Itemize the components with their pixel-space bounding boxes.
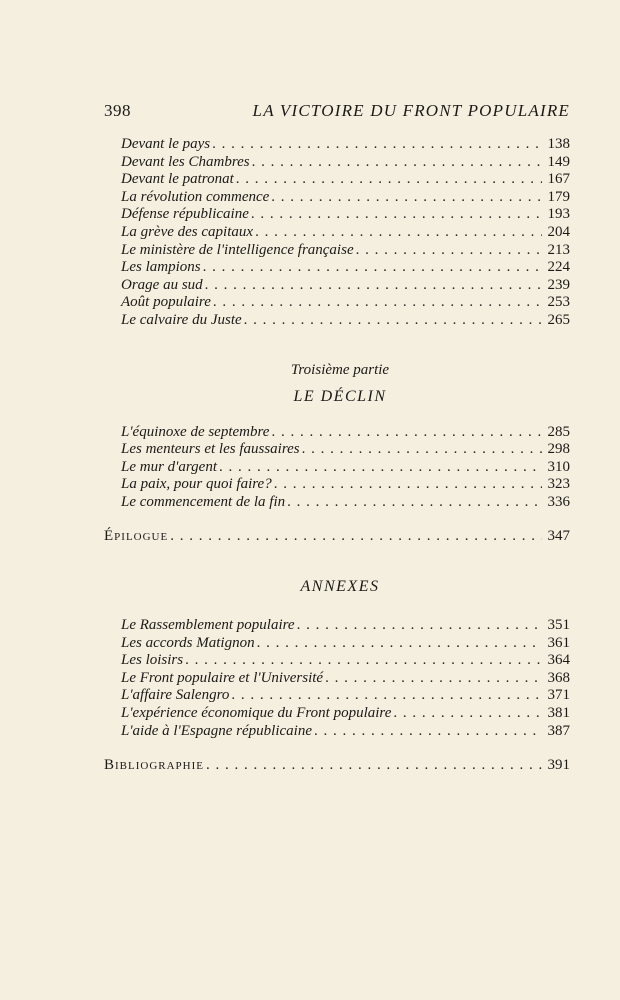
toc-entry-page: 364 — [547, 652, 570, 669]
page-number: 398 — [104, 101, 131, 120]
part-label: Troisième partie — [290, 361, 390, 378]
toc-entry — [104, 687, 570, 705]
toc-entry-title: La paix, pour quoi faire? — [121, 476, 272, 493]
toc-entry — [104, 723, 570, 741]
toc-entry — [104, 312, 570, 330]
toc-entry-page: 351 — [547, 617, 570, 634]
toc-entry-page: 368 — [547, 669, 570, 686]
toc-entry — [104, 136, 570, 154]
toc-entry-page: 213 — [547, 241, 570, 258]
toc-entry — [104, 277, 570, 295]
dot-leader — [203, 277, 542, 295]
toc-entry-page: 193 — [547, 206, 570, 223]
toc-entry-title: Épilogue — [104, 527, 169, 544]
dot-leader — [183, 652, 542, 670]
dot-leader — [210, 136, 542, 154]
toc-entry — [104, 459, 570, 477]
toc-entry-page: 387 — [547, 722, 570, 739]
toc-entry-page: 138 — [547, 136, 570, 152]
toc-entry-page: 361 — [547, 634, 570, 651]
toc-entry-page: 265 — [547, 311, 570, 328]
toc-entry-bibliography — [104, 757, 570, 775]
dot-leader — [272, 476, 542, 494]
dot-leader — [269, 189, 542, 207]
toc-entry-page: 381 — [547, 705, 570, 722]
dot-leader — [234, 171, 542, 189]
toc-entry — [104, 171, 570, 189]
toc-entry — [104, 424, 570, 442]
dot-leader — [242, 312, 542, 330]
toc-entry-title: Le ministère de l'intelligence française — [121, 241, 354, 258]
toc-entry — [104, 189, 570, 207]
toc-entry-title: Le Rassemblement populaire — [121, 617, 295, 634]
toc-entry — [104, 294, 570, 312]
toc-entry — [104, 617, 570, 635]
toc-entry-page: 204 — [547, 223, 570, 240]
toc-entry-title: Les menteurs et les faussaires — [121, 441, 300, 458]
toc-entry-title: La révolution commence — [121, 188, 270, 205]
toc-entry-page: 149 — [547, 153, 570, 170]
toc-entry-page: 347 — [547, 527, 570, 544]
toc-entry — [104, 476, 570, 494]
toc-entry-page: 298 — [547, 441, 570, 458]
toc-entry-title: Les accords Matignon — [121, 634, 255, 651]
toc-entry — [104, 705, 570, 723]
toc-entry-title: Devant le patronat — [121, 171, 234, 188]
toc-entry-title: Août populaire — [121, 294, 211, 311]
dot-leader — [168, 528, 542, 546]
toc-entry-page: 285 — [547, 423, 570, 440]
toc-entry — [104, 635, 570, 653]
dot-leader — [255, 635, 542, 653]
annexes-title: ANNEXES — [300, 578, 380, 596]
toc-entry-epilogue — [104, 528, 570, 546]
dot-leader — [269, 424, 542, 442]
toc-entry — [104, 652, 570, 670]
toc-entry-page: 310 — [547, 458, 570, 475]
toc-entry-page: 323 — [547, 476, 570, 493]
toc-entry — [104, 154, 570, 172]
toc-entry — [104, 224, 570, 242]
toc-entry-title: Le Front populaire et l'Université — [121, 669, 324, 686]
toc-entry-title: Le commencement de la fin — [121, 493, 286, 510]
table-of-contents — [104, 136, 570, 775]
dot-leader — [229, 687, 542, 705]
toc-entry-page: 371 — [547, 687, 570, 704]
dot-leader — [253, 224, 542, 242]
toc-entry — [104, 494, 570, 512]
toc-entry-title: Orage au sud — [121, 276, 203, 293]
dot-leader — [250, 154, 542, 172]
dot-leader — [391, 705, 542, 723]
running-head — [104, 101, 570, 123]
toc-entry-title: Le mur d'argent — [121, 458, 217, 475]
toc-entry — [104, 242, 570, 260]
dot-leader — [249, 206, 542, 224]
toc-entry-page: 336 — [547, 493, 570, 510]
toc-entry-title: Bibliographie — [104, 757, 204, 774]
toc-entry-title: Les lampions — [121, 259, 201, 276]
part-title: LE DÉCLIN — [293, 387, 387, 405]
dot-leader — [354, 242, 542, 260]
toc-entry-title: L'équinoxe de septembre — [121, 423, 270, 440]
toc-entry-title: Devant les Chambres — [121, 153, 250, 170]
dot-leader — [211, 294, 542, 312]
toc-entry-title: L'expérience économique du Front populaire — [121, 705, 392, 722]
dot-leader — [217, 459, 542, 477]
toc-entry — [104, 206, 570, 224]
toc-entry-title: Le calvaire du Juste — [121, 311, 242, 328]
toc-entry-title: L'affaire Salengro — [121, 687, 230, 704]
dot-leader — [300, 441, 542, 459]
dot-leader — [295, 617, 542, 635]
toc-entry-title: Devant le pays — [121, 136, 211, 152]
toc-entry-page: 239 — [547, 276, 570, 293]
toc-entry — [104, 259, 570, 277]
toc-entry-page: 179 — [547, 188, 570, 205]
toc-entry-page: 391 — [547, 757, 570, 774]
dot-leader — [201, 259, 542, 277]
toc-entry-title: La grève des capitaux — [121, 223, 254, 240]
dot-leader — [204, 757, 542, 775]
toc-entry-page: 167 — [547, 171, 570, 188]
toc-entry-page: 224 — [547, 259, 570, 276]
dot-leader — [323, 670, 542, 688]
toc-entry-title: Les loisirs — [121, 652, 184, 669]
dot-leader — [312, 723, 542, 741]
toc-entry-title: L'aide à l'Espagne républicaine — [121, 722, 312, 739]
toc-entry-title: Défense républicaine — [121, 206, 249, 223]
toc-entry — [104, 441, 570, 459]
dot-leader — [285, 494, 542, 512]
toc-entry — [104, 670, 570, 688]
toc-entry-page: 253 — [547, 294, 570, 311]
running-title: LA VICTOIRE DU FRONT POPULAIRE — [252, 101, 570, 120]
